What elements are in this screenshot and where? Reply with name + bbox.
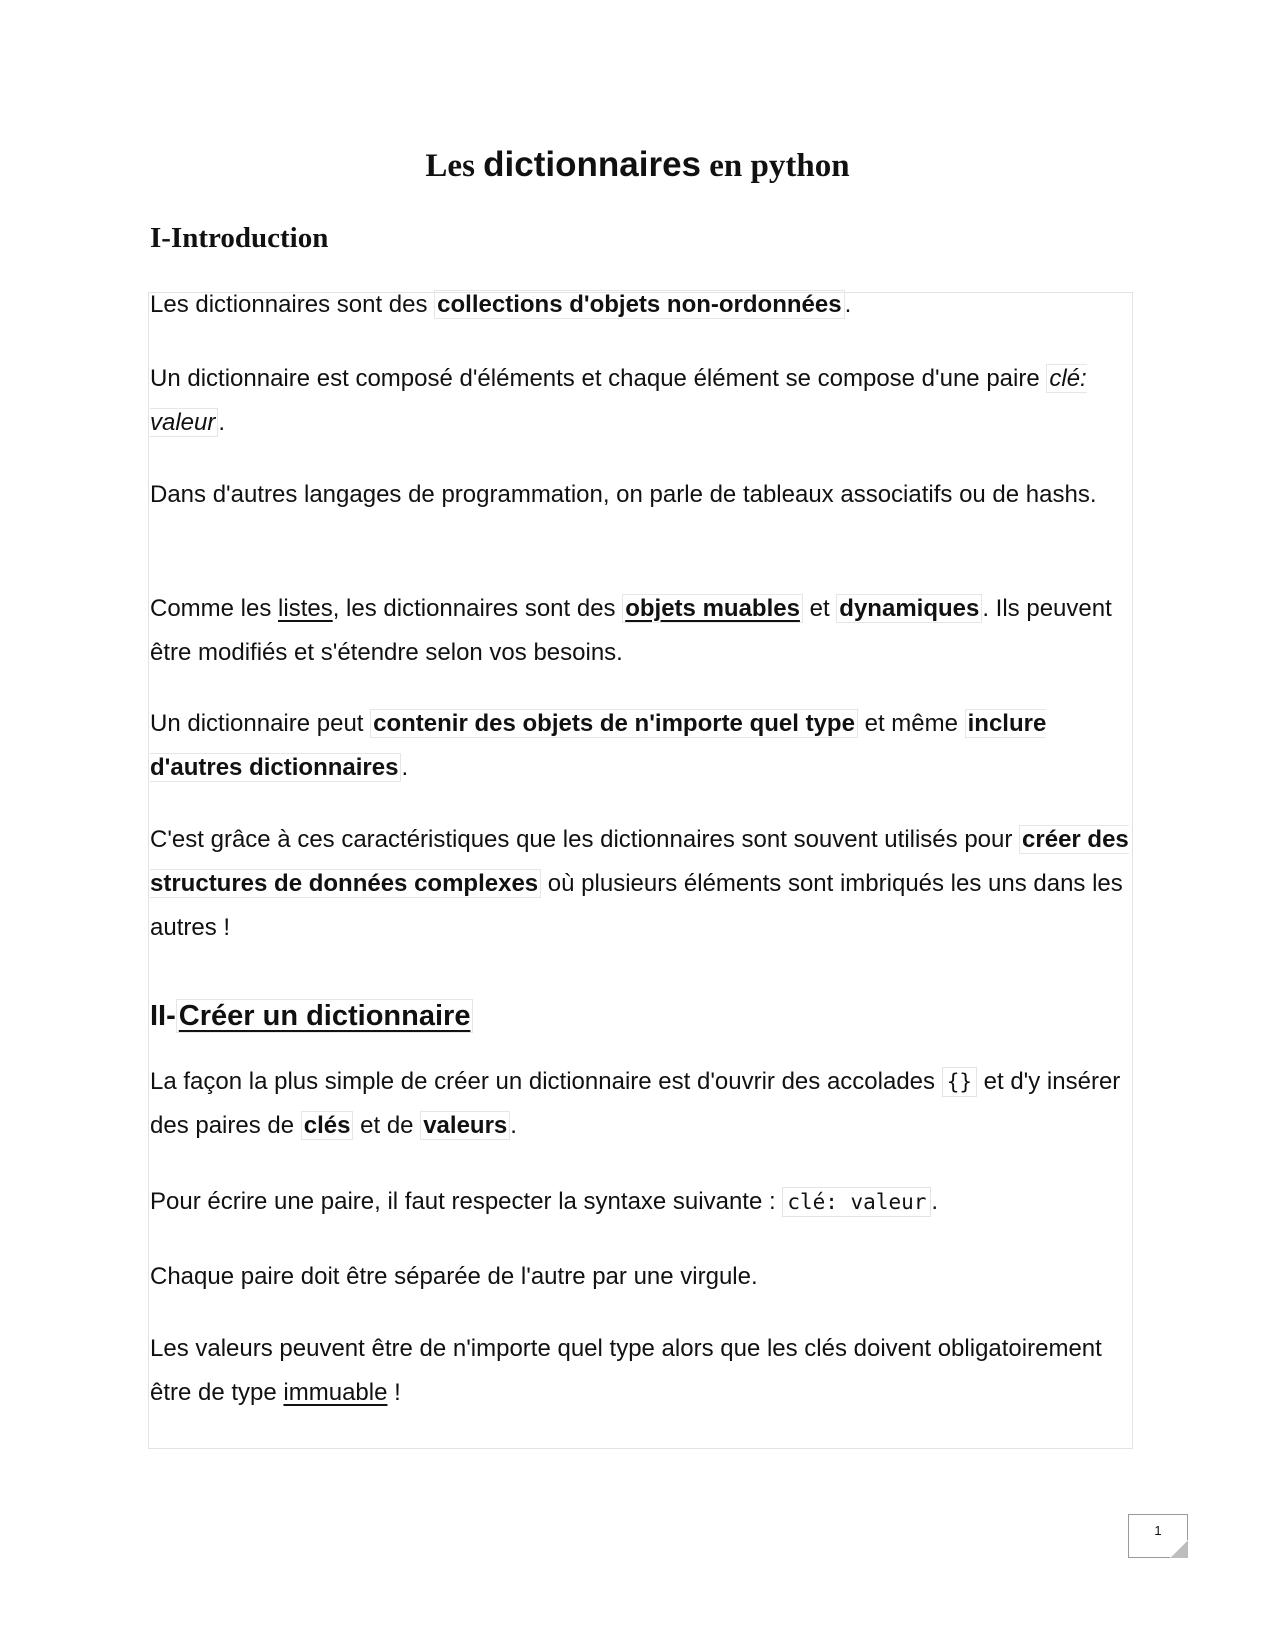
bold-inclure-dictionnaires: inclure d'autres dictionnaires <box>150 710 1047 781</box>
creer-paragraph-3: Chaque paire doit être séparée de l'autre par une virgule. <box>150 1263 758 1290</box>
code-accolades: {} <box>942 1067 977 1097</box>
bold-cles: clés <box>301 1111 354 1140</box>
code-cle-valeur: clé: valeur <box>782 1187 931 1217</box>
link-creer-un-dictionnaire[interactable]: Créer un dictionnaire <box>176 999 474 1033</box>
title-part-dictionnaires: dictionnaires <box>483 145 701 184</box>
intro-paragraph-4: Comme les listes, les dictionnaires sont des objets muables et dynamiques . Ils peuvent être modifiés et s'étendre selon vos besoins. <box>150 595 1112 666</box>
document-title <box>0 145 1275 185</box>
bold-valeurs: valeurs <box>420 1111 510 1140</box>
creer-paragraph-1: La façon la plus simple de créer un dictionnaire est d'ouvrir des accolades {} et d'y insérer des paires de clés et de valeurs . <box>150 1068 1121 1139</box>
page-fold-icon <box>1170 1540 1188 1558</box>
bold-collections: collections d'objets non-ordonnées <box>434 290 844 319</box>
italic-cle-valeur: clé: valeur <box>150 365 1087 436</box>
page-number: 1 <box>1154 1523 1162 1538</box>
page-number-badge <box>1128 1514 1188 1558</box>
bold-dynamiques: dynamiques <box>836 594 982 623</box>
intro-paragraph-6: C'est grâce à ces caractéristiques que les dictionnaires sont souvent utilisés pour créer des structures de données complexes où plusieurs éléments sont imbriqués les uns dans les autres ! <box>150 826 1129 941</box>
title-part-les: Les <box>425 148 484 184</box>
intro-paragraph-5: Un dictionnaire peut contenir des objets de n'importe quel type et même inclure d'autres dictionnaires . <box>150 710 1047 781</box>
title-part-en-python: en python <box>701 148 850 184</box>
link-objets-muables[interactable]: objets muables <box>622 594 803 623</box>
creer-paragraph-4: Les valeurs peuvent être de n'importe quel type alors que les clés doivent obligatoirement être de type immuable ! <box>150 1335 1102 1406</box>
section-heading-creer: II- Créer un dictionnaire <box>150 1000 473 1033</box>
section-heading-introduction: I-Introduction <box>150 222 329 254</box>
bold-contenir-objets: contenir des objets de n'importe quel type <box>370 709 858 738</box>
intro-paragraph-2: Un dictionnaire est composé d'éléments et chaque élément se compose d'une paire clé: valeur . <box>150 365 1087 436</box>
link-immuable[interactable]: immuable <box>283 1379 388 1406</box>
link-listes[interactable]: listes <box>278 595 333 622</box>
creer-paragraph-2: Pour écrire une paire, il faut respecter la syntaxe suivante : clé: valeur . <box>150 1188 939 1215</box>
intro-paragraph-3: Dans d'autres langages de programmation, on parle de tableaux associatifs ou de hashs. <box>150 481 1097 508</box>
intro-paragraph-1: Les dictionnaires sont des collections d'objets non-ordonnées . <box>150 291 852 318</box>
bold-creer-structures: créer des structures de données complexes <box>150 826 1129 897</box>
